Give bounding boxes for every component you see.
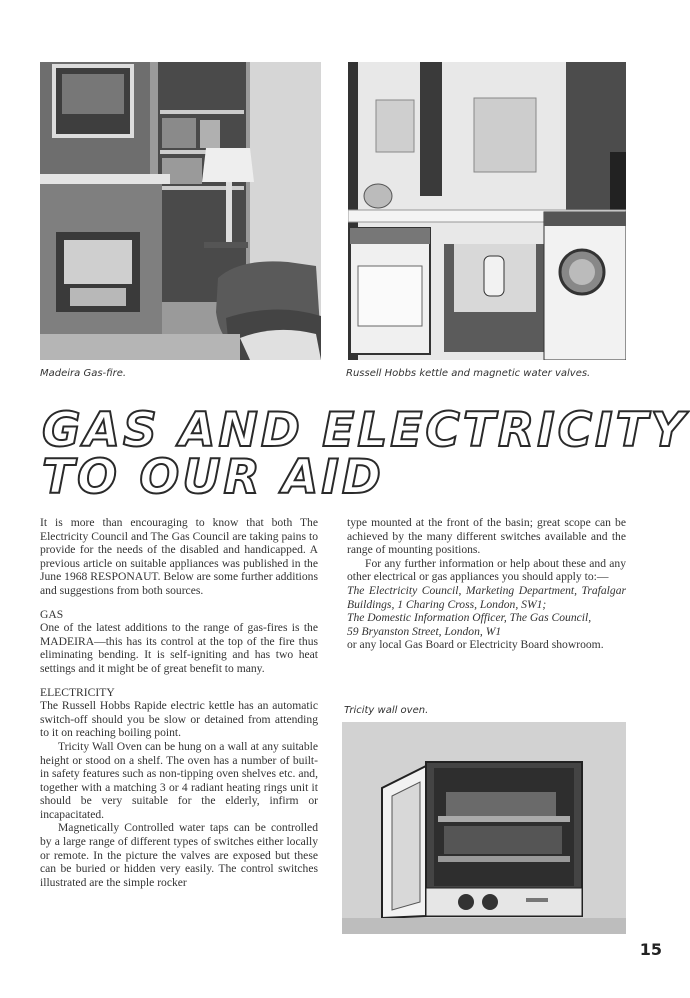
kettle-valves-photo: [348, 62, 626, 360]
page-number: 15: [639, 940, 662, 959]
continuation-paragraph: type mounted at the front of the basin; great scope can be achieved by the many different switches available and the range of mounting positions.: [347, 516, 626, 557]
gas-fire-caption: Madeira Gas-fire.: [40, 368, 127, 379]
electricity-council-address: The Electricity Council, Marketing Department, Trafalgar Buildings, 1 Charing Cross, London, SW1;: [347, 583, 626, 611]
right-column: [347, 516, 626, 652]
gas-council-contact: The Domestic Information Officer, The Gas Council,: [347, 611, 592, 625]
electricity-heading: ELECTRICITY: [40, 685, 115, 699]
gas-paragraph: One of the latest additions to the range of gas-fires is the MADEIRA—this has its control at the top of the fire thus eliminating bending. It is self-igniting and has two heat settings and it might be of great benefit to many.: [40, 621, 318, 675]
electricity-paragraph-2: Tricity Wall Oven can be hung on a wall at any suitable height or stood on a shelf. The oven has a number of built-in safety features such as non-tipping oven shelves etc. and, together with a matching 3 or 4 radiant heating rings unit it should be very suitable for the elderly, infirm or incapacitated.: [40, 739, 318, 821]
headline-line-1: GAS AND ELECTRICITY: [42, 403, 688, 458]
electricity-paragraph-1: The Russell Hobbs Rapide electric kettle has an automatic switch-off should you be slow or detained from attending to it on reaching boiling point.: [40, 699, 318, 740]
electricity-paragraph-3: Magnetically Controlled water taps can be controlled by a large range of different types of switches either locally or remote. In the picture the valves are exposed but these can be buried or hidden very easily. The control switches illustrated are the simple rocker: [40, 821, 318, 889]
gas-council-address: 59 Bryanston Street, London, W1: [347, 624, 502, 638]
oven-caption: Tricity wall oven.: [344, 705, 429, 716]
kettle-caption: Russell Hobbs kettle and magnetic water valves.: [346, 368, 591, 379]
intro-paragraph: It is more than encouraging to know that both The Electricity Council and The Gas Council are taking pains to provide for the needs of the disabled and handicapped. A previous article on suitable appliances was published in the June 1968 RESPONAUT. Below are some further additions and suggestions from both sources.: [40, 516, 318, 597]
gas-fire-photo: [40, 62, 321, 360]
gas-heading: GAS: [40, 607, 64, 621]
headline-line-2: TO OUR AID: [42, 450, 384, 505]
further-info-paragraph: For any further information or help about these and any other electrical or gas appliances you should apply to:—: [347, 556, 626, 584]
left-column: [40, 516, 318, 889]
closing-paragraph: or any local Gas Board or Electricity Board showroom.: [347, 638, 604, 652]
wall-oven-photo: [342, 722, 626, 934]
